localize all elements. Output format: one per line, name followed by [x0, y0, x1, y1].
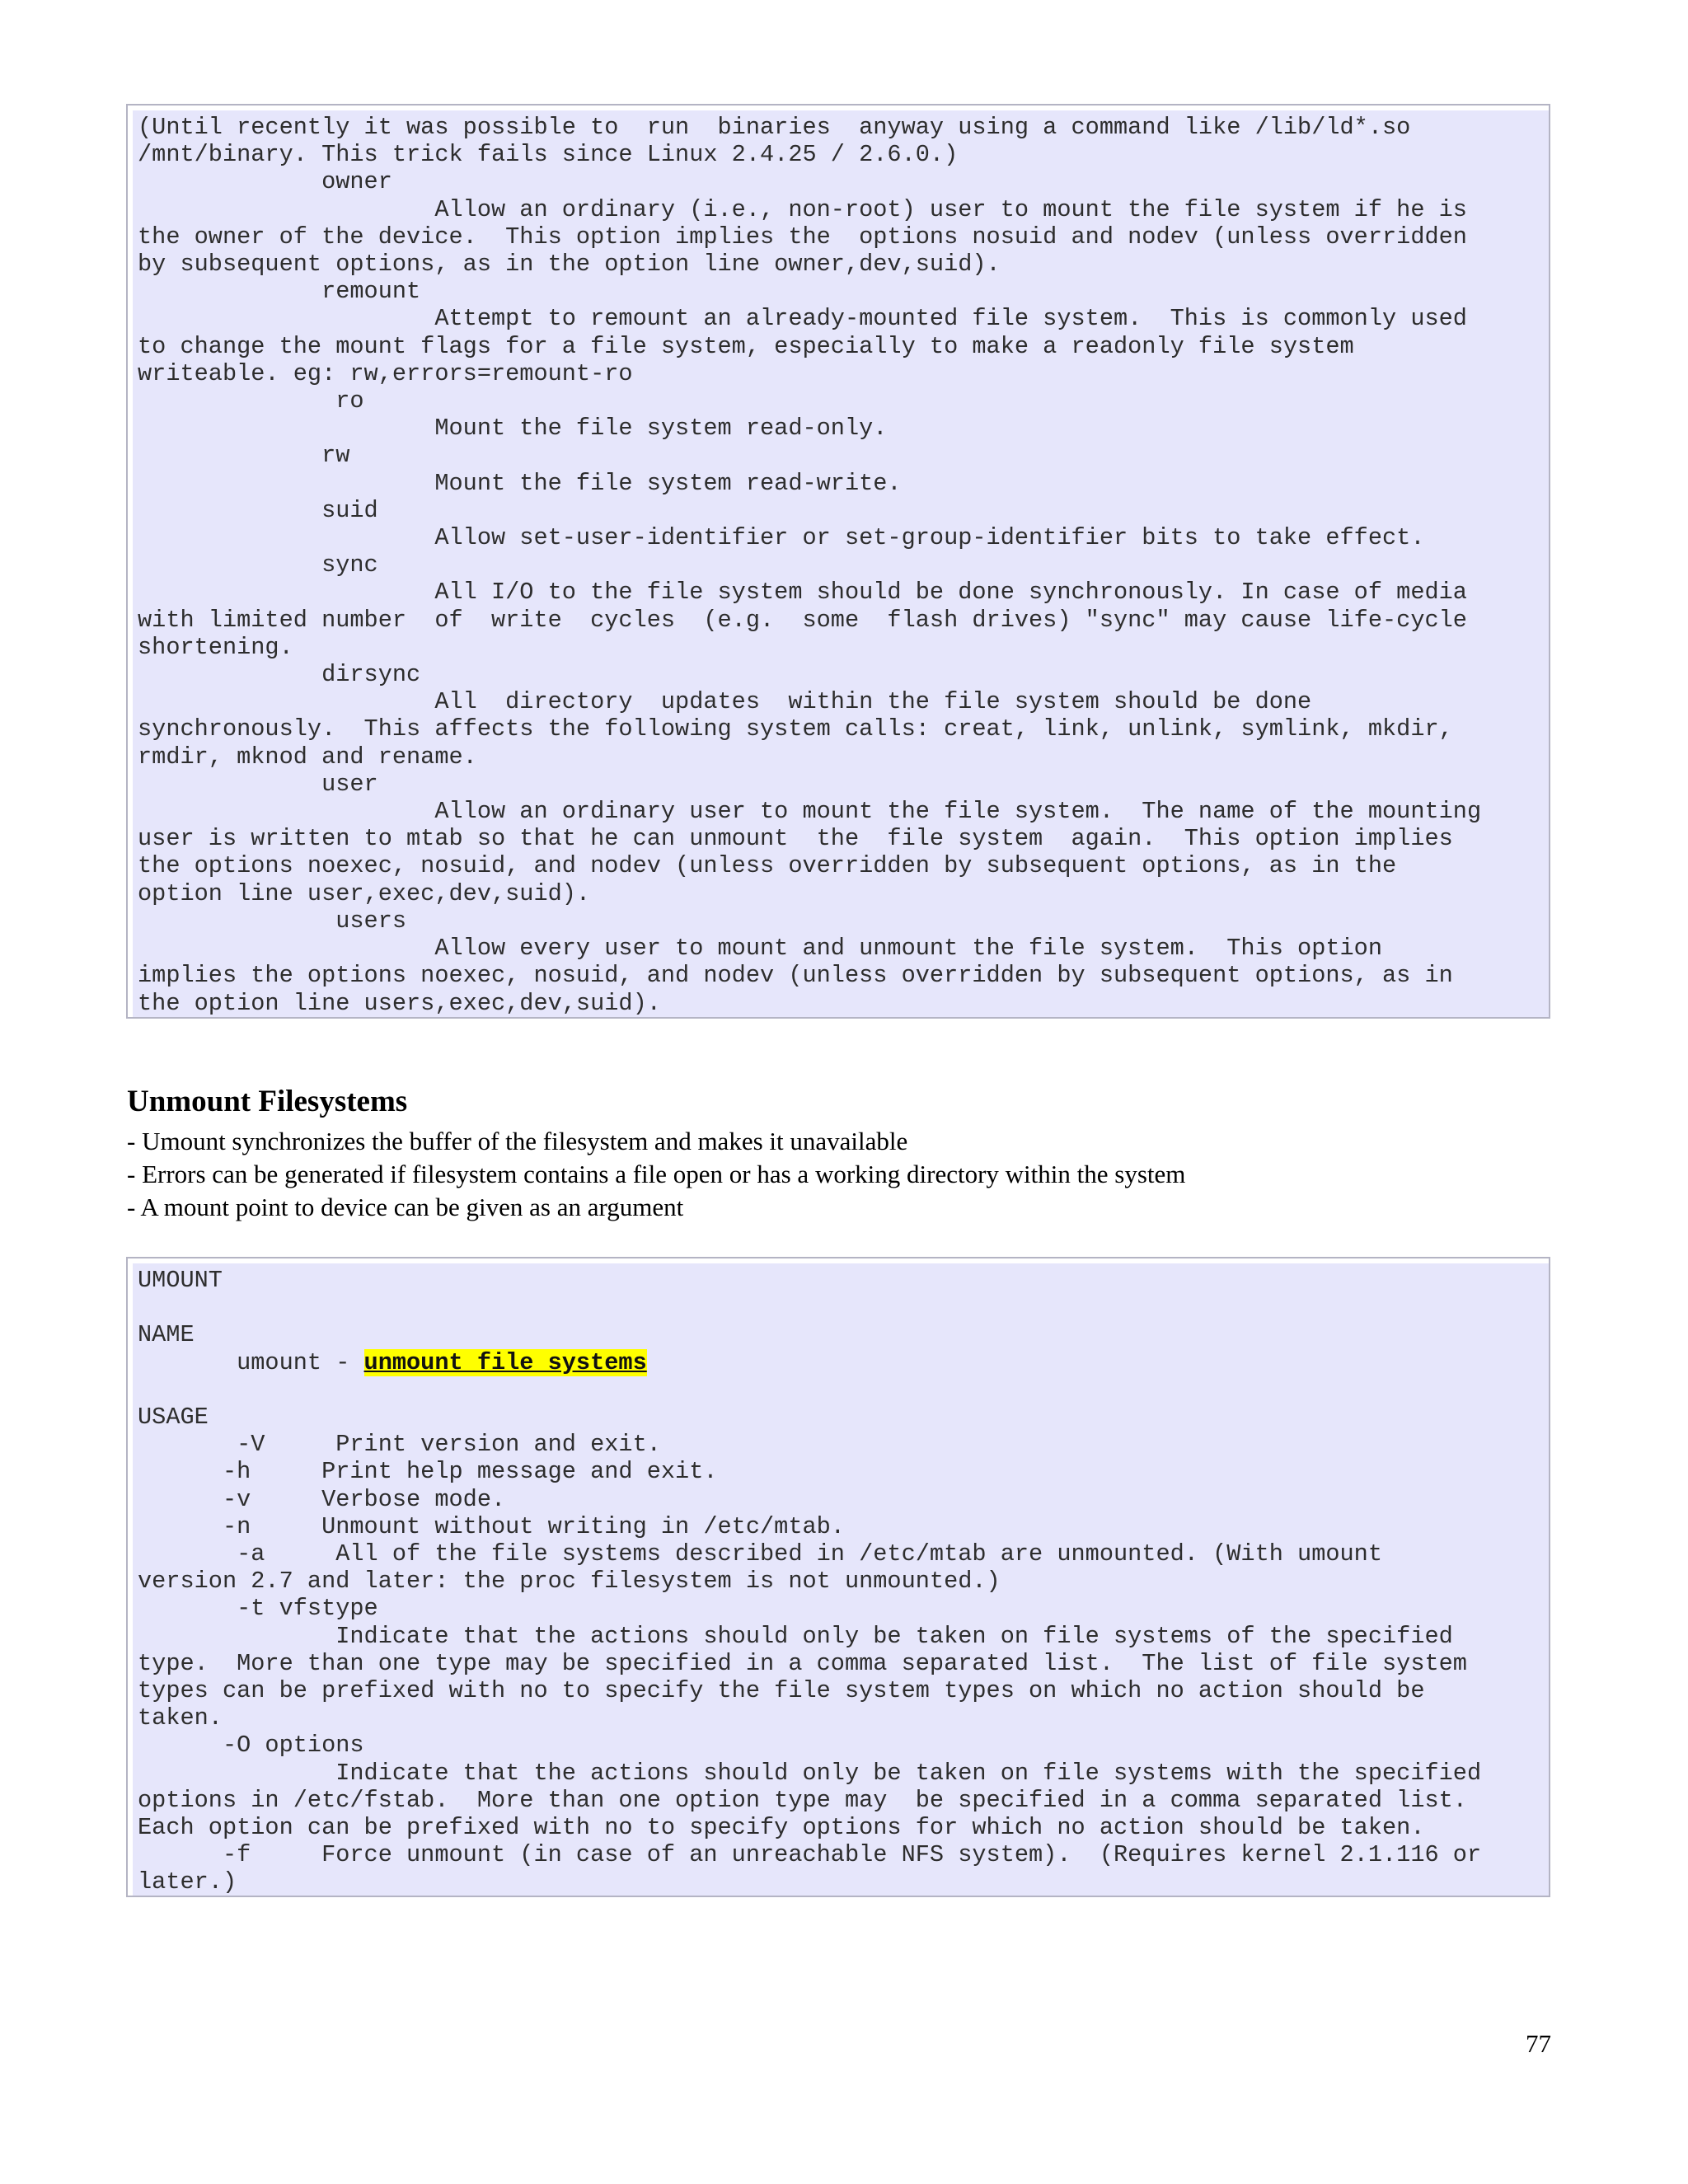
umount-manpage-code-box — [126, 1257, 1550, 1897]
code-line: option line user,exec,dev,suid). — [138, 879, 591, 907]
code-line: Indicate that the actions should only be taken on file systems of the specified — [138, 1622, 1453, 1650]
umount-manpage-code-inner — [133, 1263, 1549, 1896]
code-line: options in /etc/fstab. More than one option type may be specified in a comma separated list. — [138, 1786, 1467, 1814]
code-line: the option line users,exec,dev,suid). — [138, 989, 661, 1017]
page-number: 77 — [1526, 2029, 1551, 2058]
code-line: sync — [138, 551, 378, 579]
code-line: -h Print help message and exit. — [138, 1458, 718, 1486]
code-line: -v Verbose mode. — [138, 1485, 506, 1513]
code-line: -t vfstype — [138, 1595, 378, 1623]
code-line: All directory updates within the file system should be done — [138, 688, 1312, 716]
code-line: later.) — [138, 1868, 237, 1896]
manpage-header: UMOUNT — [138, 1267, 223, 1294]
code-line: to change the mount flags for a file system, especially to make a readonly file system — [138, 332, 1354, 360]
code-line: remount — [138, 278, 421, 306]
code-line: suid — [138, 496, 378, 524]
bullet-list — [127, 1125, 1185, 1224]
code-line: Each option can be prefixed with no to specify options for which no action should be taken. — [138, 1814, 1425, 1842]
code-line: version 2.7 and later: the proc filesystem is not unmounted.) — [138, 1568, 1001, 1596]
code-line: owner — [138, 168, 392, 196]
bullet-item: - Errors can be generated if filesystem contains a file open or has a working directory within the system — [127, 1160, 1186, 1188]
code-line: -O options — [138, 1732, 364, 1760]
code-line: rw — [138, 442, 350, 470]
name-heading: NAME — [138, 1321, 195, 1349]
code-line: user is written to mtab so that he can unmount the file system again. This option implies — [138, 825, 1453, 853]
code-line: taken. — [138, 1704, 223, 1732]
code-line: -a All of the file systems described in /etc/mtab are unmounted. (With umount — [138, 1540, 1382, 1568]
mount-options-text — [138, 114, 1549, 1017]
code-line: shortening. — [138, 633, 293, 661]
code-line: user — [138, 770, 378, 798]
mount-options-code-inner — [133, 110, 1549, 1017]
code-line: Indicate that the actions should only be taken on file systems with the specified — [138, 1759, 1482, 1787]
mount-options-code-box — [126, 104, 1550, 1019]
code-line: users — [138, 907, 407, 935]
section-title: Unmount Filesystems — [127, 1085, 408, 1118]
code-line: with limited number of write cycles (e.g. some flash drives) "sync" may cause life-cycle — [138, 606, 1467, 634]
usage-lines — [138, 1404, 1481, 1896]
code-line: /mnt/binary. This trick fails since Linux 2.4.25 / 2.6.0.) — [138, 141, 959, 169]
code-line: -n Unmount without writing in /etc/mtab. — [138, 1512, 845, 1540]
code-line: by subsequent options, as in the option line owner,dev,suid). — [138, 251, 1001, 279]
code-line: types can be prefixed with no to specify the file system types on which no action should be — [138, 1677, 1425, 1705]
umount-manpage-text — [138, 1267, 1549, 1896]
code-line: -f Force unmount (in case of an unreachable NFS system). (Requires kernel 2.1.116 or — [138, 1841, 1482, 1869]
code-line: implies the options noexec, nosuid, and nodev (unless overridden by subsequent options, as in — [138, 962, 1453, 990]
name-prefix: umount - — [138, 1348, 364, 1376]
code-line: dirsync — [138, 661, 421, 689]
bullet-item: - A mount point to device can be given as an argument — [127, 1193, 684, 1221]
code-line: synchronously. This affects the following system calls: creat, link, unlink, symlink, mkdir, — [138, 715, 1453, 743]
code-line: Allow set-user-identifier or set-group-identifier bits to take effect. — [138, 524, 1425, 552]
code-line: Mount the file system read-only. — [138, 415, 888, 443]
code-line: USAGE — [138, 1404, 209, 1432]
code-line: the owner of the device. This option implies the options nosuid and nodev (unless overridden — [138, 223, 1467, 251]
code-line: rmdir, mknod and rename. — [138, 743, 477, 771]
code-line: All I/O to the file system should be done synchronously. In case of media — [138, 579, 1467, 607]
code-line: Mount the file system read-write. — [138, 469, 902, 497]
code-line: Allow an ordinary (i.e., non-root) user to mount the file system if he is — [138, 195, 1467, 223]
bullet-item: - Umount synchronizes the buffer of the filesystem and makes it unavailable — [127, 1127, 908, 1155]
code-line: Allow an ordinary user to mount the file system. The name of the mounting — [138, 798, 1482, 826]
code-line: the options noexec, nosuid, and nodev (unless overridden by subsequent options, as in the — [138, 852, 1397, 880]
highlighted-description: unmount file systems — [363, 1348, 647, 1376]
code-line: Allow every user to mount and unmount the file system. This option — [138, 935, 1382, 963]
code-line: type. More than one type may be specified in a comma separated list. The list of file system — [138, 1649, 1467, 1677]
code-line: -V Print version and exit. — [138, 1431, 661, 1459]
code-line: Attempt to remount an already-mounted file system. This is commonly used — [138, 305, 1467, 333]
code-line: ro — [138, 387, 364, 415]
code-line: writeable. eg: rw,errors=remount-ro — [138, 359, 633, 387]
code-line: (Until recently it was possible to run binaries anyway using a command like /lib/ld*.so — [138, 114, 1411, 141]
